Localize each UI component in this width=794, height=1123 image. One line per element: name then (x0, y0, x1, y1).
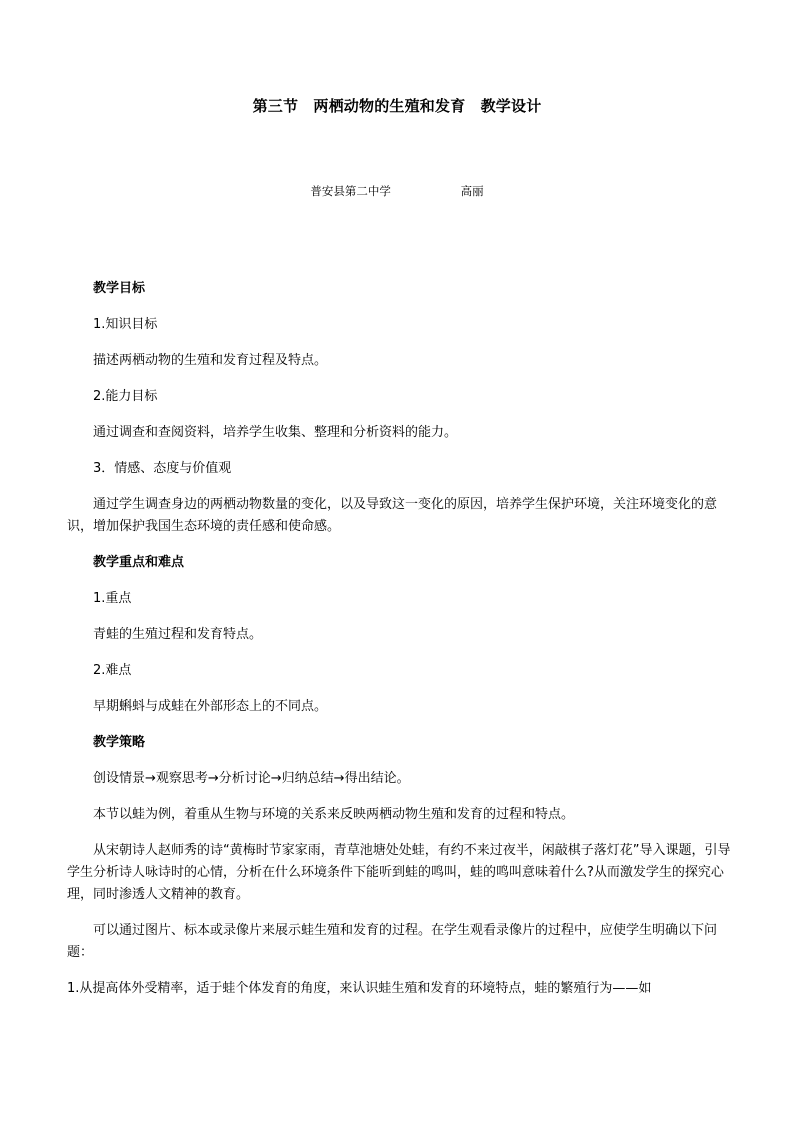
document-body (67, 278, 733, 1014)
school-name: 普安县第二中学 (310, 184, 391, 198)
paragraph: 3．情感、态度与价值观 (93, 461, 232, 476)
paragraph: 早期蝌蚪与成蛙在外部形态上的不同点。 (93, 699, 328, 714)
section-heading-strategy: 教学策略 (93, 735, 146, 750)
author-name: 高丽 (460, 184, 484, 198)
paragraph: 2.难点 (93, 663, 132, 678)
paragraph: 描述两栖动物的生殖和发育过程及特点。 (93, 353, 328, 368)
paragraph: 创设情景→观察思考→分析讨论→归纳总结→得出结论。 (93, 771, 410, 786)
paragraph: 可以通过图片、标本或录像片来展示蛙生殖和发育的过程。在学生观看录像片的过程中，应使学生明确以下问题： (67, 923, 718, 960)
paragraph: 1.重点 (93, 591, 132, 606)
paragraph: 青蛙的生殖过程和发育特点。 (93, 627, 263, 642)
paragraph: 本节以蛙为例，着重从生物与环境的关系来反映两栖动物生殖和发育的过程和特点。 (93, 807, 575, 822)
paragraph: 2.能力目标 (93, 389, 158, 404)
paragraph: 从宋朝诗人赵师秀的诗“黄梅时节家家雨，青草池塘处处蛙，有约不来过夜半，闲敲棋子落灯花”导入课题，引导学生分析诗人咏诗时的心情，分析在什么环境条件下能听到蛙的鸣叫，蛙的鸣叫意味着什么?从而激发学生的探究心理，同时渗透人文精神的教育。 (67, 843, 731, 902)
document-title: 第三节 两栖动物的生殖和发育 教学设计 (252, 97, 542, 115)
section-heading-key-points: 教学重点和难点 (93, 555, 185, 570)
paragraph: 通过学生调查身边的两栖动物数量的变化，以及导致这一变化的原因，培养学生保护环境，关注环境变化的意识，增加保护我国生态环境的责任感和使命感。 (67, 497, 718, 534)
byline (0, 183, 794, 199)
paragraph: 通过调查和查阅资料，培养学生收集、整理和分析资料的能力。 (93, 425, 458, 440)
section-heading-goals: 教学目标 (93, 281, 146, 296)
paragraph: 1.知识目标 (93, 317, 158, 332)
paragraph: 1.从提高体外受精率，适于蛙个体发育的角度，来认识蛙生殖和发育的环境特点，蛙的繁殖行为——如 (67, 981, 652, 996)
